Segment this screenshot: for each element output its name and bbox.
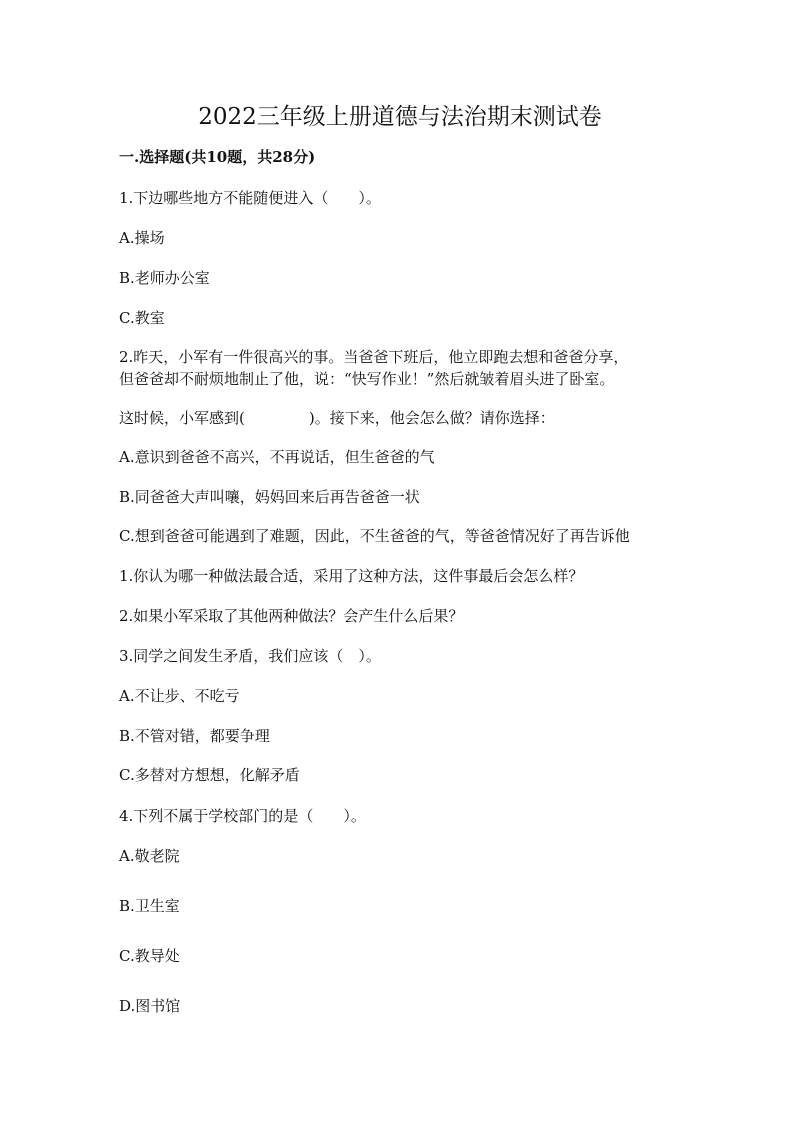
- question-3-option-b: B.不管对错，都要争理: [119, 727, 270, 745]
- question-3-option-c: C.多替对方想想，化解矛盾: [119, 766, 300, 784]
- question-2-option-b: B.同爸爸大声叫嚷，妈妈回来后再告爸爸一状: [119, 488, 420, 506]
- question-1-option-c: C.教室: [119, 309, 165, 327]
- question-1-option-a: A.操场: [119, 229, 165, 247]
- question-1-option-b: B.老师办公室: [119, 269, 210, 287]
- question-2-option-c: C.想到爸爸可能遇到了难题，因此，不生爸爸的气，等爸爸情况好了再告诉他: [119, 527, 630, 545]
- page-title: 2022三年级上册道德与法治期末测试卷: [198, 104, 602, 130]
- question-4-option-b: B.卫生室: [119, 897, 180, 915]
- question-1-stem: 1.下边哪些地方不能随便进入（ ）。: [119, 189, 381, 207]
- question-2-stem-before-blank: 这时候，小军感到(: [119, 409, 245, 427]
- question-2-sub-question-2: 2.如果小军采取了其他两种做法？会产生什么后果？: [119, 607, 464, 625]
- question-2-stem-line-2: 但爸爸却不耐烦地制止了他，说：“快写作业！”然后就皱着眉头进了卧室。: [119, 370, 615, 388]
- question-4-option-c: C.教导处: [119, 947, 180, 965]
- question-4-stem: 4.下列不属于学校部门的是（ ）。: [119, 807, 366, 825]
- question-4-option-d: D.图书馆: [119, 997, 181, 1015]
- question-2-sub-question-1: 1.你认为哪一种做法最合适，采用了这种方法，这件事最后会怎么样？: [119, 567, 584, 585]
- question-3-option-a: A.不让步、不吃亏: [119, 687, 240, 705]
- section-heading: 一.选择题(共10题，共28分): [119, 148, 316, 166]
- question-2-option-a: A.意识到爸爸不高兴，不再说话，但生爸爸的气: [119, 448, 435, 466]
- question-4-option-a: A.敬老院: [119, 847, 180, 865]
- question-2-stem-after-blank: )。接下来，他会怎么做？请你选择：: [308, 409, 555, 427]
- question-2-stem-line-1: 2.昨天，小军有一件很高兴的事。当爸爸下班后，他立即跑去想和爸爸分享，: [119, 348, 629, 366]
- question-3-stem: 3.同学之间发生矛盾，我们应该（ ）。: [119, 647, 381, 665]
- question-2-stem-line-3: [119, 408, 555, 428]
